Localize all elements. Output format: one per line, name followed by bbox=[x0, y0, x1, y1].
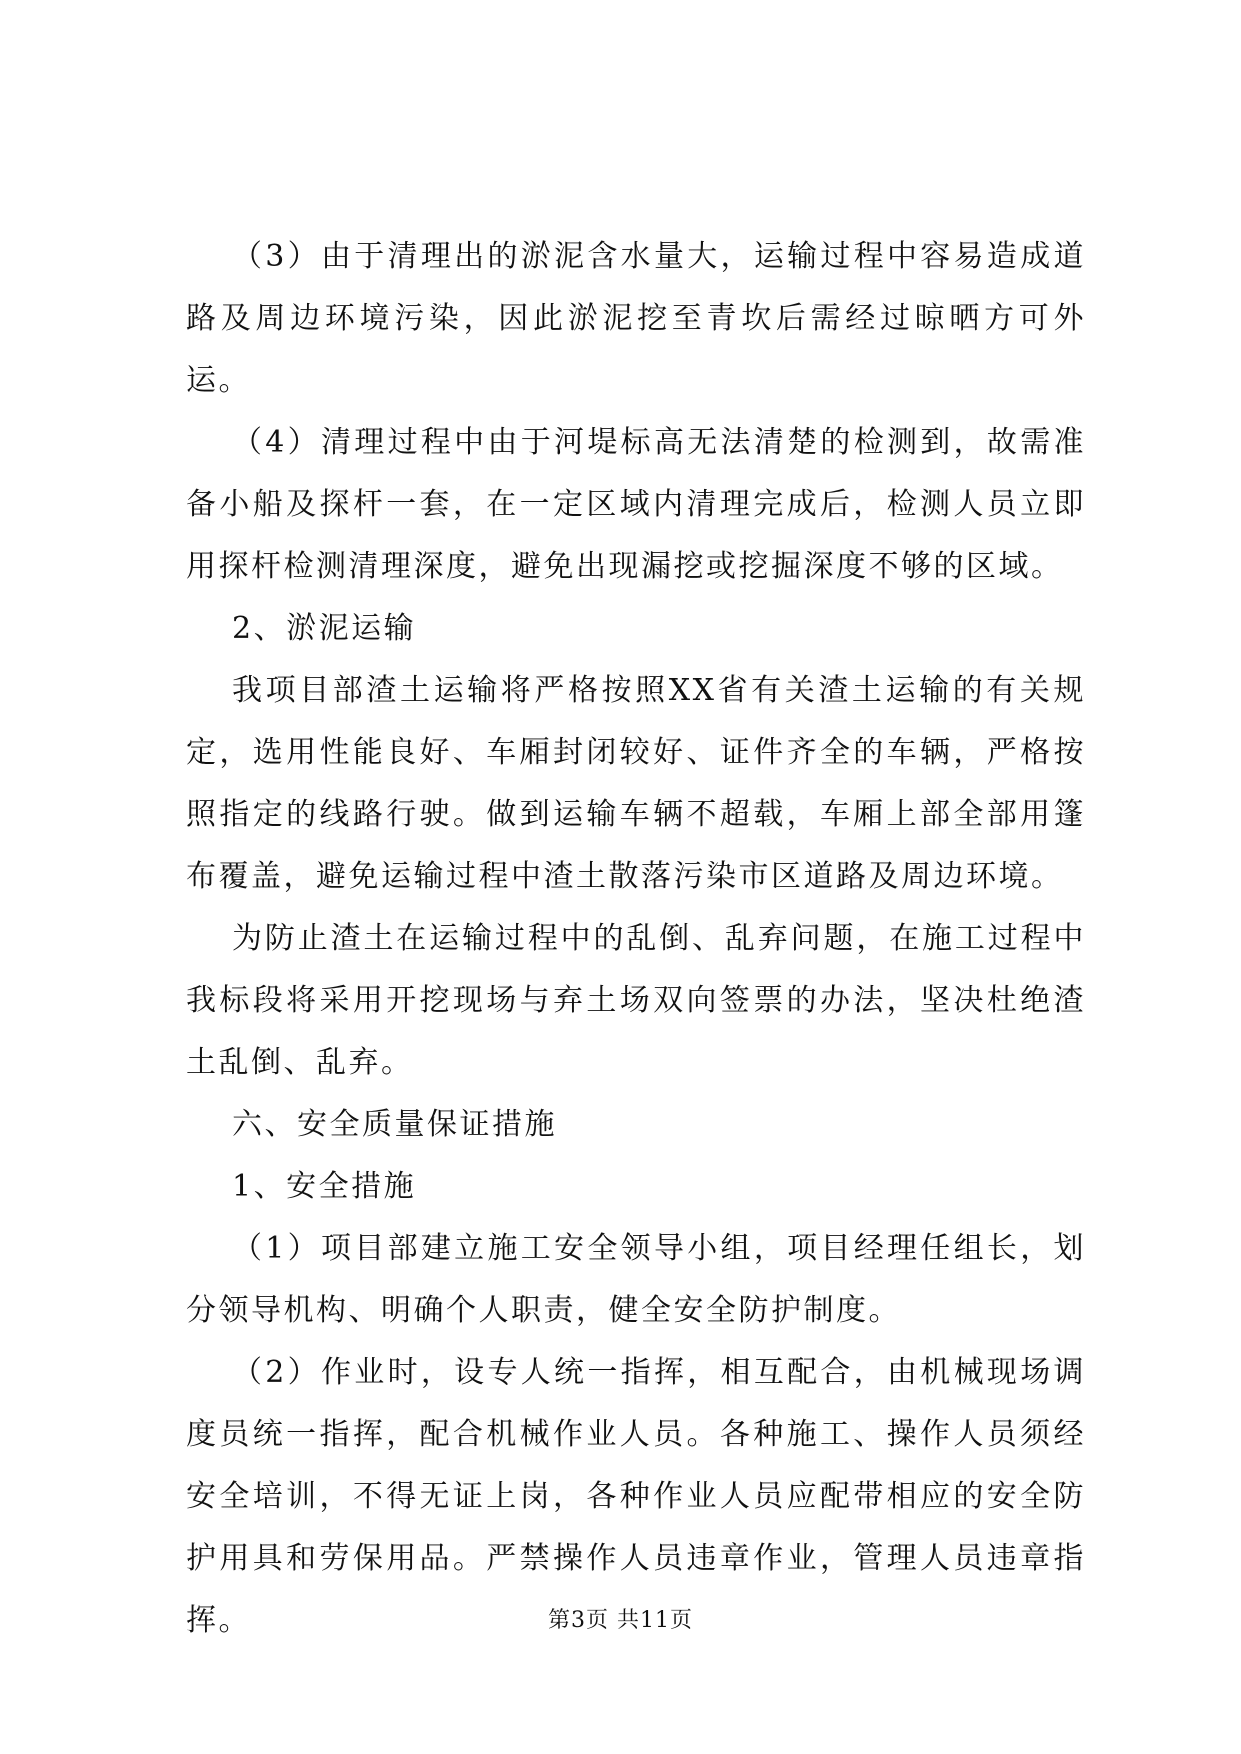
paragraph-transport-rules: 我项目部渣土运输将严格按照XX省有关渣土运输的有关规定，选用性能良好、车厢封闭较好、证件齐全的车辆，严格按照指定的线路行驶。做到运输车辆不超载，车厢上部全部用篷布覆盖，避免运输过程中渣土散落污染市区道路及周边环境。 bbox=[186, 673, 1086, 894]
paragraph-dumping-prevention: 为防止渣土在运输过程中的乱倒、乱弃问题，在施工过程中我标段将采用开挖现场与弃土场双向签票的办法，坚决杜绝渣土乱倒、乱弃。 bbox=[186, 921, 1086, 1080]
section-heading-safety-quality: 六、安全质量保证措施 bbox=[232, 1107, 557, 1142]
paragraph-safety-step-1: （1）项目部建立施工安全领导小组，项目经理任组长，划分领导机构、明确个人职责，健全安全防护制度。 bbox=[186, 1231, 1086, 1328]
paragraph-cleanup-step-3: （3）由于清理出的淤泥含水量大，运输过程中容易造成道路及周边环境污染，因此淤泥挖至青坎后需经过晾晒方可外运。 bbox=[186, 239, 1086, 398]
section-heading-sludge-transport: 2、淤泥运输 bbox=[232, 611, 417, 646]
paragraph-safety-step-2: （2）作业时，设专人统一指挥，相互配合，由机械现场调度员统一指挥，配合机械作业人员。各种施工、操作人员须经安全培训，不得无证上岗，各种作业人员应配带相应的安全防护用具和劳保用品。严禁操作人员违章作业，管理人员违章指挥。 bbox=[186, 1355, 1086, 1638]
section-heading-safety-measures: 1、安全措施 bbox=[232, 1169, 417, 1204]
page-number-footer: 第3页 共11页 bbox=[548, 1608, 693, 1633]
document-body bbox=[186, 226, 1086, 1652]
paragraph-cleanup-step-4: （4）清理过程中由于河堤标高无法清楚的检测到，故需准备小船及探杆一套，在一定区域内清理完成后，检测人员立即用探杆检测清理深度，避免出现漏挖或挖掘深度不够的区域。 bbox=[186, 425, 1086, 584]
